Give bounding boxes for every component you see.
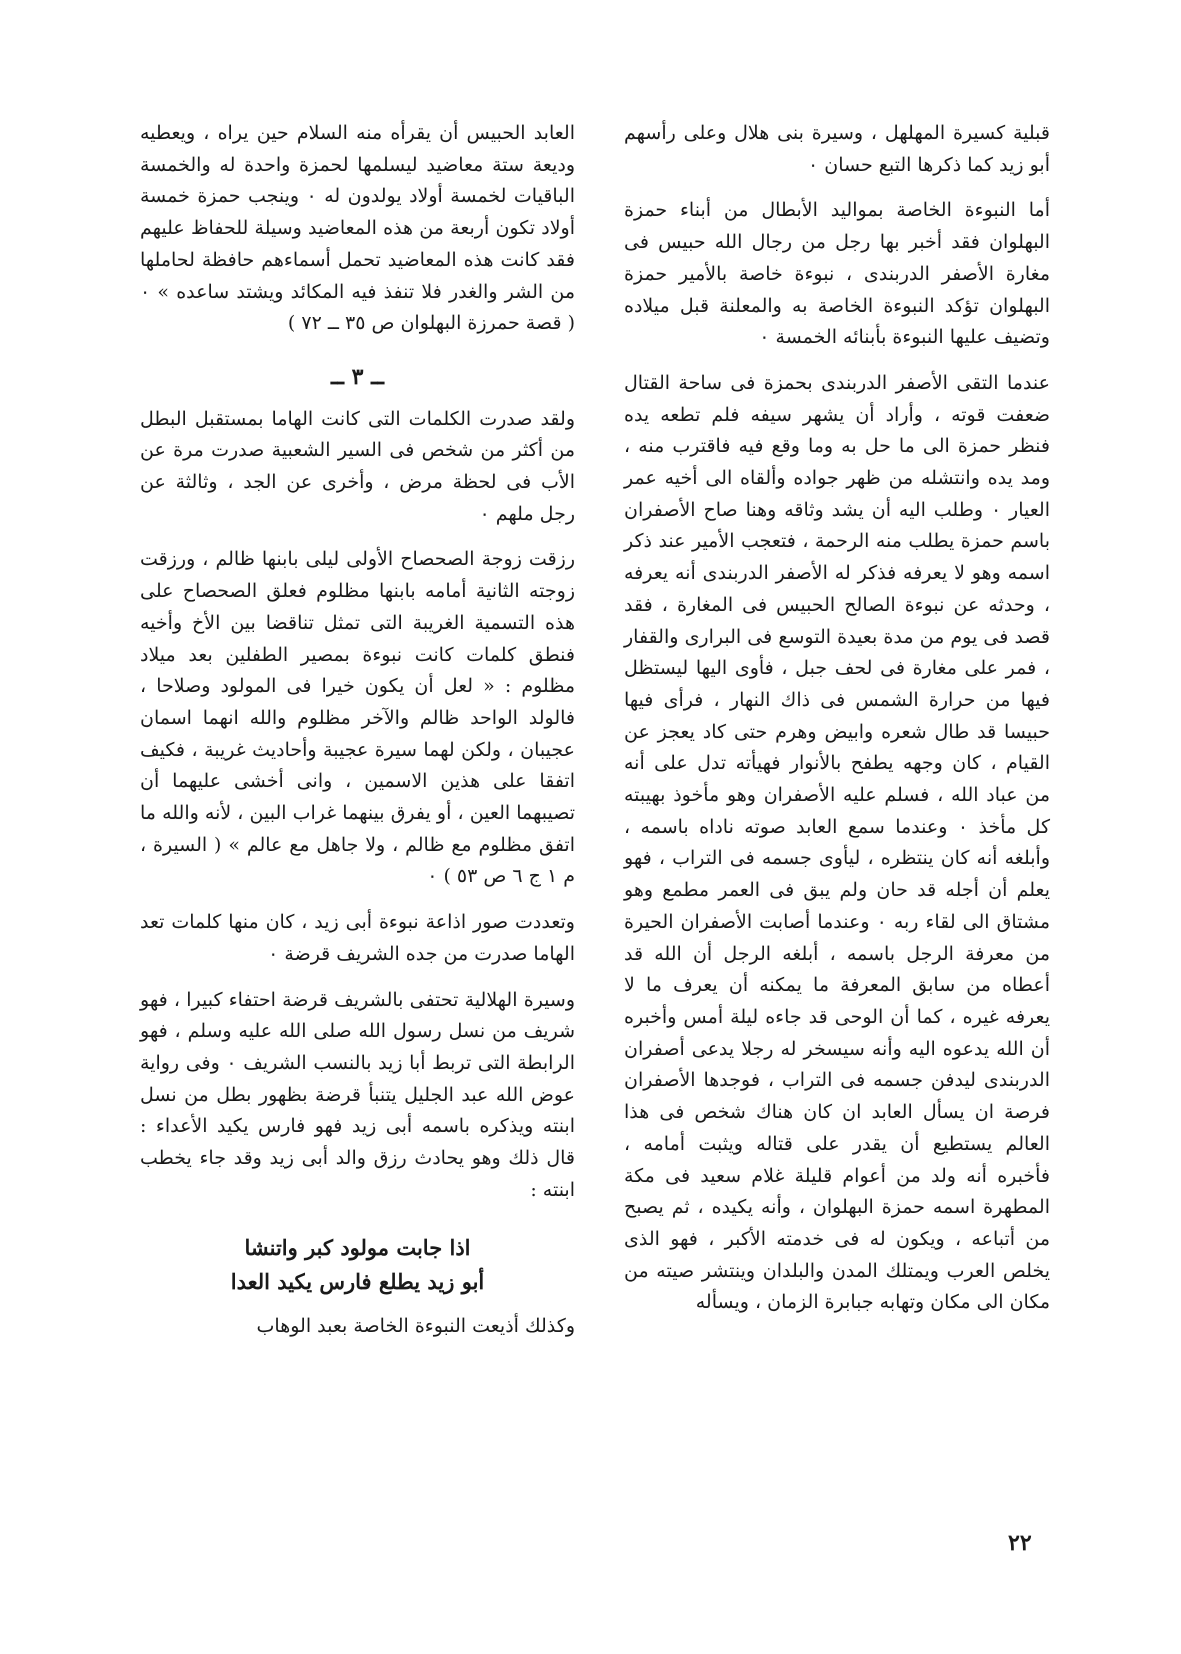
left-column	[140, 118, 575, 1356]
paragraph: أما النبوءة الخاصة بمواليد الأبطال من أبناء حمزة البهلوان فقد أخبر بها رجل من رجال الله حبيس فى مغارة الأصفر الدربندى ، نبوءة خاصة بالأمير حمزة البهلوان تؤكد النبوءة الخاصة به والمعلنة قبل ميلاده وتضيف عليها النبوءة بأبنائه الخمسة ٠	[624, 199, 1050, 349]
section-number: ــ ٣ ــ	[331, 363, 384, 390]
paragraph: قبلية كسيرة المهلهل ، وسيرة بنى هلال وعلى رأسهم أبو زيد كما ذكرها التبع حسان ٠	[624, 122, 1050, 176]
verse-line: اذا جابت مولود كبر واتنشا	[244, 1234, 471, 1260]
paragraph: وسيرة الهلالية تحتفى بالشريف قرضة احتفاء كبيرا ، فهو شريف من نسل رسول الله صلى الله عليه وسلم ، فهو الرابطة التى تربط أبا زيد بالنسب الشريف ٠ وفى رواية عوض الله عبد الجليل يتنبأ قرضة بظهور بطل من نسل ابنته ويذكره باسمه أبى زيد فهو فارس يكيد الأعداء : قال ذلك وهو يحادث رزق والد أبى زيد وقد جاء يخطب ابنته :	[140, 988, 575, 1201]
paragraph: وكذلك أذيعت النبوءة الخاصة بعبد الوهاب	[256, 1314, 575, 1337]
poem-verse	[140, 1231, 575, 1299]
paragraph: ولقد صدرت الكلمات التى كانت الهاما بمستقبل البطل من أكثر من شخص فى السير الشعبية صدرت مرة عن الأب فى لحظة مرض ، وأخرى عن الجد ، وثالثة عن رجل ملهم ٠	[140, 407, 575, 525]
paragraph: وتعددت صور اذاعة نبوءة أبى زيد ، كان منها كلمات تعد الهاما صدرت من جده الشريف قرضة ٠	[140, 911, 575, 965]
paragraph: عندما التقى الأصفر الدربندى بحمزة فى ساحة القتال ضعفت قوته ، وأراد أن يشهر سيفه فلم تطعه يده فنظر حمزة الى ما حل به وما وقع فيه فاقترب منه ، ومد يده وانتشله من ظهر جواده وألقاه الى أخيه عمر العيار ٠ وطلب اليه أن يشد وثاقه وهنا صاح الأصفران باسم حمزة يطلب منه الرحمة ، فتعجب الأمير عند ذكر اسمه وهو لا يعرفه فذكر له الأصفر الدربندى أنه يعرفه ، وحدثه عن نبوءة الصالح الحبيس فى المغارة ، فقد قصد فى يوم من مدة بعيدة التوسع فى البرارى والقفار ، فمر على مغارة فى لحف جبل ، فأوى اليها ليستظل فيها من حرارة الشمس فى ذاك النهار ، فرأى فيها حبيسا قد طال شعره وابيض وهرم حتى كاد يعجز عن القيام ، كان وجهه يطفح بالأنوار فهيأته تدل على أنه من عباد الله ، فسلم عليه الأصفران وهو مأخوذ بهيبته كل مأخذ ٠ وعندما سمع العابد صوته ناداه باسمه ، وأبلغه أنه كان ينتظره ، ليأوى جسمه فى التراب ، فهو يعلم أن أجله قد حان ولم يبق فى العمر مطمع وهو مشتاق الى لقاء ربه ٠ وعندما أصابت الأصفران الحيرة من معرفة الرجل باسمه ، أبلغه الرجل أن الله قد أعطاه من سابق المعرفة ما يمكنه أن يعرف ما لا يعرفه غيره ، كما أن الوحى قد جاءه ليلة أمس وأخبره أن الله يدعوه اليه وأنه سيسخر له رجلا يدعى أصفران الدربندى ليدفن جسمه فى التراب ، فوجدها الأصفران فرصة ان يسأل العابد ان كان هناك شخص فى هذا العالم يستطيع أن يقدر على قتاله ويثبت أمامه ، فأخبره أنه ولد من أعوام قليلة غلام سعيد فى مكة المطهرة اسمه حمزة البهلوان ، وأنه يكيده ، ثم يصبح من أتباعه ، ويكون له فى خدمته الأكبر ، فهو الذى يخلص العرب ويمتلك المدن والبلدان وينتشر صيته من مكان الى مكان وتهابه جبابرة الزمان ، ويسأله	[624, 371, 1050, 1314]
paragraph: رزقت زوجة الصحصاح الأولى ليلى بابنها ظالم ، ورزقت زوجته الثانية أمامه بابنها مظلوم فعلق الصحصاح على هذه التسمية الغريبة التى تمثل تناقضا بين الأخ وأخيه فنطق كلمات كانت نبوءة بمصير الطفلين بعد ميلاد مظلوم : « لعل أن يكون خيرا فى المولود وصلاحا ، فالولد الواحد ظالم والآخر مظلوم والله انهما اسمان عجيبان ، ولكن لهما سيرة عجيبة وأحاديث غريبة ، فكيف اتفقا على هذين الاسمين ، وانى أخشى عليهما أن تصيبهما العين ، أو يفرق بينهما غراب البين ، لأنه والله ما اتفق مظلوم مع ظالم ، ولا جاهل مع عالم » ( السيرة ، م ١ ج ٦ ص ٥٣ ) ٠	[140, 548, 575, 888]
page-number: ٢٢	[1008, 1530, 1032, 1556]
verse-line: أبو زيد يطلع فارس يكيد العدا	[230, 1268, 485, 1294]
right-column	[624, 118, 1050, 1333]
paragraph: العابد الحبيس أن يقرأه منه السلام حين يراه ، ويعطيه وديعة ستة معاضيد ليسلمها لحمزة واحدة له والخمسة الباقيات لخمسة أولاد يولدون له ٠ وينجب حمزة خمسة أولاد تكون أربعة من هذه المعاضيد وسيلة للحفاظ عليهم فقد كانت هذه المعاضيد تحمل أسماءهم حافظة لحاملها من الشر والغدر فلا تنفذ فيه المكائد ويشتد ساعده » ٠ ( قصة حمرزة البهلوان ص ٣٥ ــ ٧٢ )	[140, 122, 575, 335]
